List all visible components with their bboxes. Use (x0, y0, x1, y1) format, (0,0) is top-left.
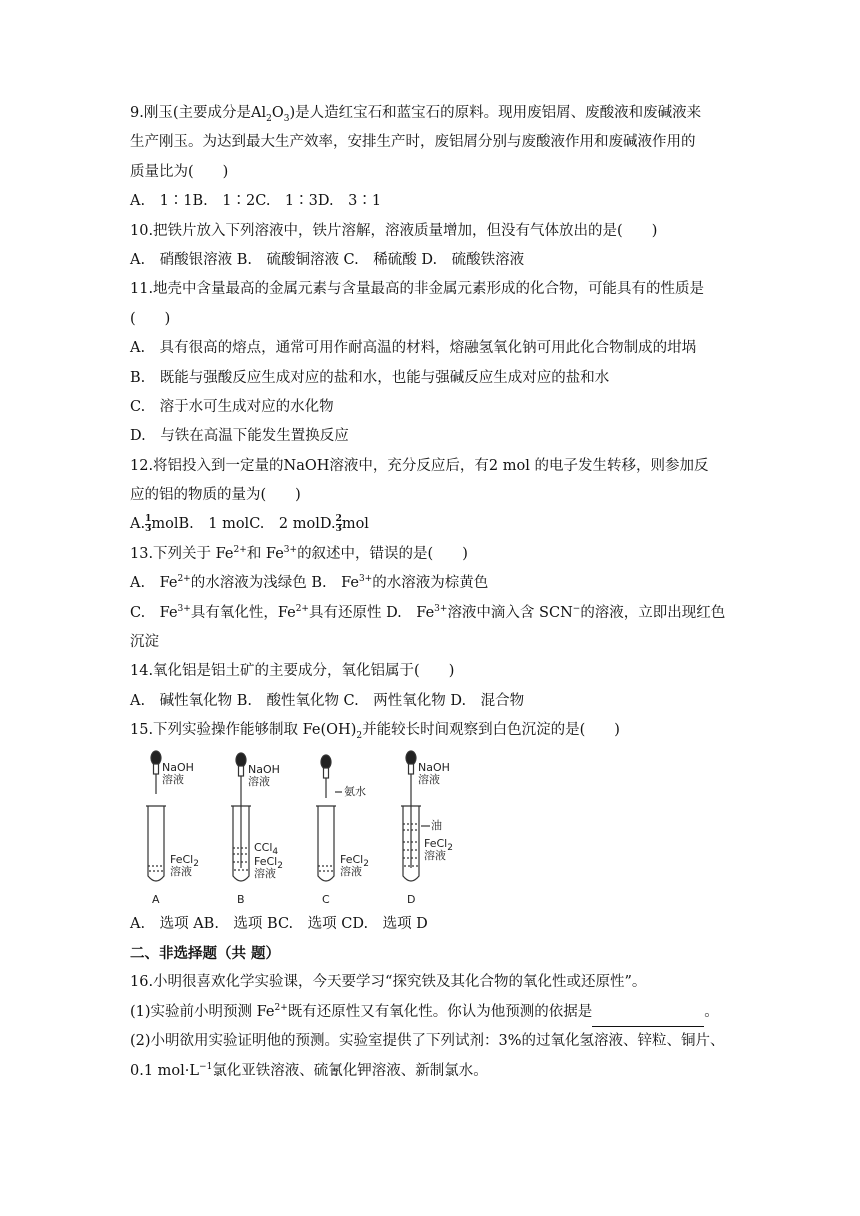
section-2-heading: 二、非选择题（共 题） (130, 944, 281, 962)
q9-line2: 生产刚玉。为达到最大生产效率，安排生产时，废铝屑分别与废酸液作用和废碱液作用的 (130, 134, 696, 151)
q10-stem: 10.把铁片放入下列溶液中，铁片溶解，溶液质量增加，但没有气体放出的是( ) (130, 222, 658, 239)
q12-stem-1: 12.将铝投入到一定量的NaOH溶液中，充分反应后，有2 mol 的电子发生转移，则参加反 (130, 457, 709, 474)
fecl2-label-b: FeCl$_2$ 溶液 (254, 854, 283, 880)
q11-option-b: B. 既能与强酸反应生成对应的盐和水，也能与强碱反应生成对应的盐和水 (130, 369, 610, 386)
q14-options: A. 碱性氧化物 B. 酸性氧化物 C. 两性氧化物 D. 混合物 (130, 692, 525, 709)
dropper-a (151, 751, 161, 794)
q16-stem: 16.小明很喜欢化学实验课，今天要学习“探究铁及其化合物的氧化性或还原性”。 (130, 974, 647, 991)
q13-option-d-continued: 沉淀 (130, 634, 159, 651)
q13-options-ab: A. $Fe^{2+}$的水溶液为浅绿色 B. $Fe^{3+}$的水溶液为棕黄色 (130, 574, 489, 592)
q13-stem: 13.下列关于 $Fe^{2+}$和 $Fe^{3+}$的叙述中，错误的是( ) (130, 545, 468, 562)
q12-options: A. $\frac{1}{3}$ molB. 1 molC. 2 molD. $\frac{2}{3}$ mol (130, 513, 369, 534)
dropper-b (236, 753, 246, 868)
fraction-one-third: $\frac{1}{3}$ (145, 513, 152, 534)
q11-option-d: D. 与铁在高温下能发生置换反应 (130, 428, 349, 445)
q16-part-2-line2: 0.1 $mol\cdot L^{-1}$氯化亚铁溶液、硫氰化钾溶液、新制氯水。 (130, 1061, 488, 1079)
test-tube-diagram (138, 750, 468, 910)
fraction-two-thirds: $\frac{2}{3}$ (335, 513, 342, 534)
naoh-label-a: NaOH 溶液 (162, 760, 194, 786)
answer-blank[interactable] (592, 1010, 704, 1027)
q10-options: A. 硝酸银溶液 B. 硫酸铜溶液 C. 稀硫酸 D. 硫酸铁溶液 (130, 251, 525, 268)
tube-label-d: D (407, 892, 416, 906)
q15-stem: 15.下列实验操作能够制取 $Fe(OH)_2$并能较长时间观察到白色沉淀的是( ) (130, 722, 620, 742)
q15-options: A. 选项 AB. 选项 BC. 选项 CD. 选项 D (130, 915, 428, 932)
q11-stem-2: ( ) (130, 310, 171, 327)
tube-label-c: C (322, 892, 330, 906)
q16-part-2-line1: (2)小明欲用实验证明他的预测。实验室提供了下列试剂：3%的过氧化氢溶液、锌粒、铜片、 (130, 1033, 725, 1050)
q12-stem-2: 应的铝的物质的量为( ) (130, 487, 301, 504)
naoh-label-b: NaOH 溶液 (248, 762, 280, 788)
tube-label-b: B (237, 892, 245, 906)
q16-part-1: (1)实验前小明预测 $Fe^{2+}$既有还原性又有氧化性。你认为他预测的依据是 。 (130, 998, 770, 1027)
ammonia-label-c: 氨水 (344, 784, 366, 798)
dropper-c (321, 755, 331, 798)
q9-line3: 质量比为( ) (130, 163, 229, 180)
tube-c (316, 806, 336, 881)
tube-label-a: A (152, 892, 160, 906)
q11-option-c: C. 溶于水可生成对应的水化物 (130, 398, 334, 415)
q9-line1: 9.刚玉(主要成分是$Al_2O_3$)是人造红宝石和蓝宝石的原料。现用废铝屑、废酸液和废碱液来 (130, 105, 702, 124)
oil-label-d: 油 (431, 818, 442, 832)
ccl4-label-b: CCl$_4$ (254, 840, 279, 857)
fecl2-label-a: FeCl$_2$ 溶液 (170, 852, 199, 878)
q11-stem-1: 11.地壳中含量最高的金属元素与含量最高的非金属元素形成的化合物，可能具有的性质是 (130, 281, 705, 298)
q13-options-cd: C. $Fe^{3+}$具有氧化性，$Fe^{2+}$具有还原性 D. $Fe^{3+}$溶液中滴入含 SCN−的溶液，立即出现红色 (130, 603, 726, 621)
fecl2-label-c: FeCl$_2$ 溶液 (340, 852, 369, 878)
exam-page (130, 99, 770, 1086)
fecl2-label-d: FeCl$_2$ 溶液 (424, 836, 453, 862)
tube-a (146, 806, 166, 881)
naoh-label-d: NaOH 溶液 (418, 760, 450, 786)
q14-stem: 14.氧化铝是铝土矿的主要成分，氧化铝属于( ) (130, 663, 455, 680)
q9-options: A. 1∶1B. 1∶2C. 1∶3D. 3∶1 (130, 193, 382, 210)
q11-option-a: A. 具有很高的熔点，通常可用作耐高温的材料，熔融氢氧化钠可用此化合物制成的坩埚 (130, 340, 697, 357)
